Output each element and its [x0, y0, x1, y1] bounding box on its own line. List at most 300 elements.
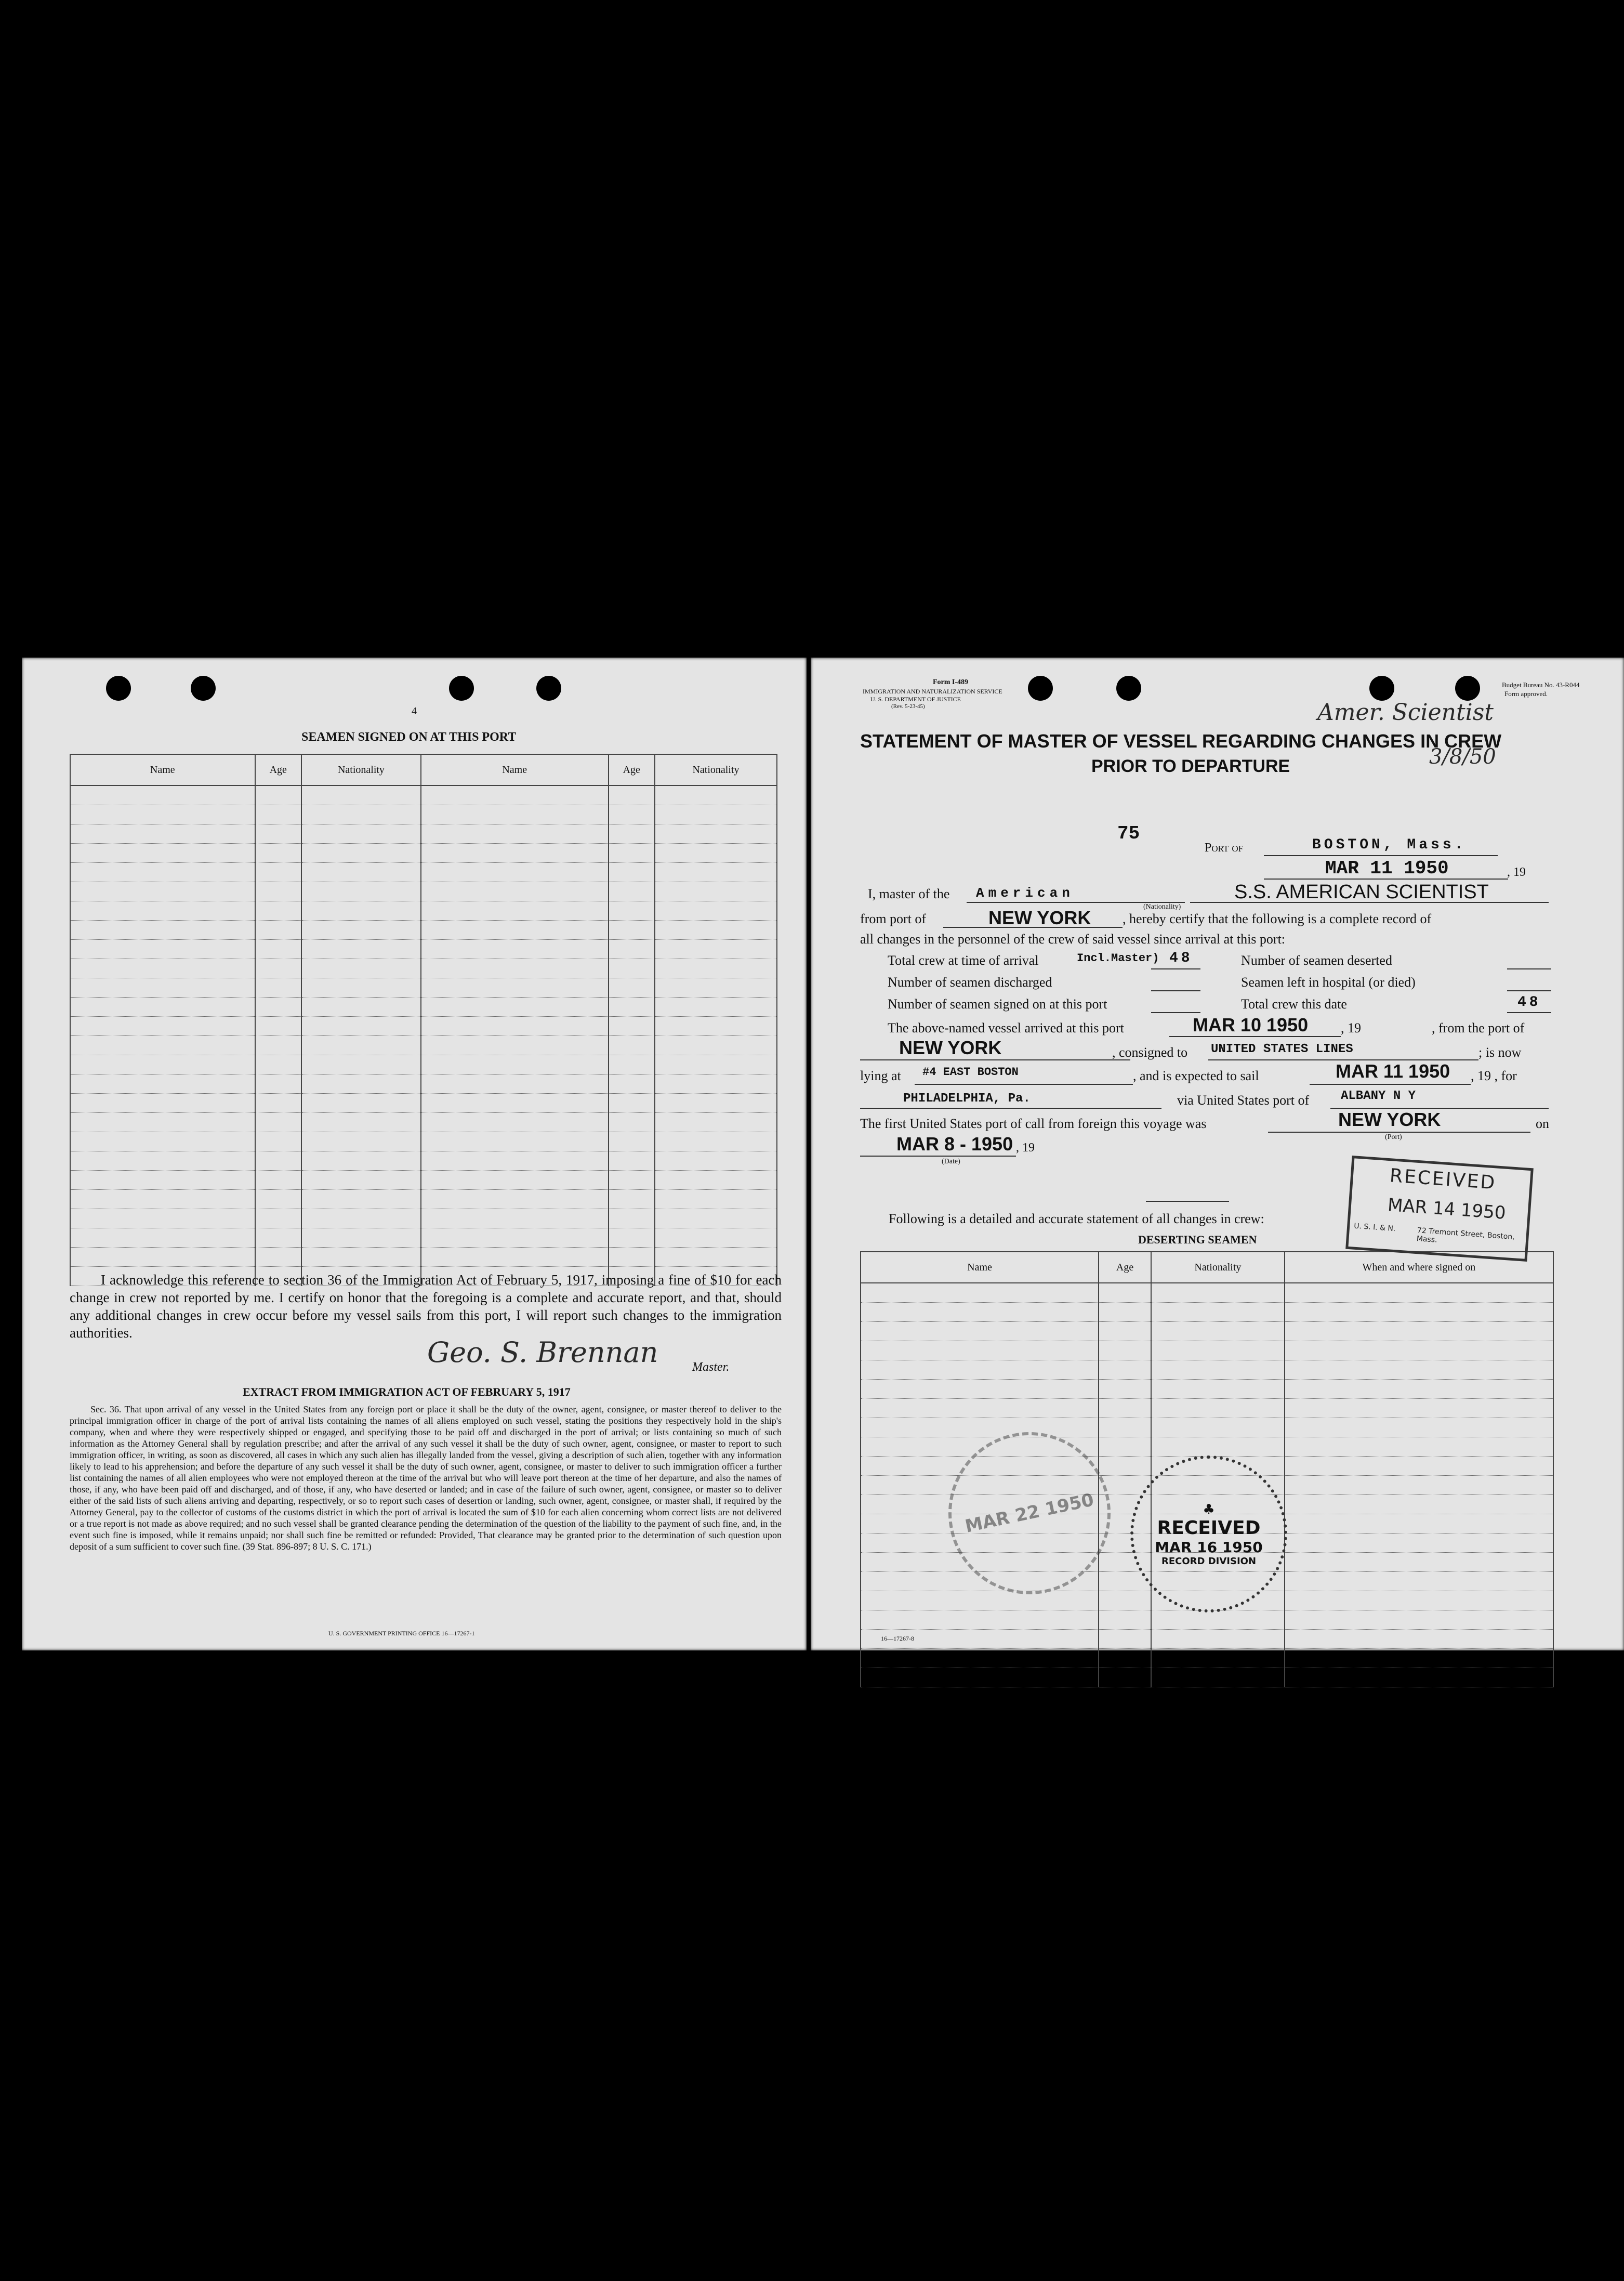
table-cell — [861, 1360, 1099, 1380]
table-cell — [421, 1228, 609, 1248]
col-age: Age — [609, 754, 655, 785]
signed-on-table — [70, 754, 777, 1286]
table-cell — [70, 785, 255, 805]
table-cell — [861, 1399, 1099, 1418]
received-stamp-address: 72 Tremont Street, Boston, Mass. — [1416, 1226, 1515, 1244]
table-cell — [255, 1036, 301, 1055]
table-cell — [1285, 1591, 1553, 1610]
date-suffix: , 19 — [1507, 866, 1526, 879]
table-cell — [301, 1151, 421, 1171]
on-label: on — [1536, 1116, 1549, 1131]
table-cell — [255, 1248, 301, 1267]
table-cell — [655, 978, 777, 998]
table-cell — [609, 1074, 655, 1094]
table-cell — [70, 1017, 255, 1036]
master-signature: Geo. S. Brennan — [427, 1336, 658, 1369]
table-row — [861, 1630, 1553, 1649]
table-cell — [255, 959, 301, 978]
table-cell — [1285, 1533, 1553, 1553]
table-cell — [70, 1094, 255, 1113]
table-cell — [70, 978, 255, 998]
table-cell — [1285, 1495, 1553, 1514]
table-cell — [255, 844, 301, 863]
table-row — [861, 1341, 1553, 1360]
nationality-value: American — [976, 885, 1074, 901]
punch-hole — [1028, 676, 1053, 701]
table-row — [70, 901, 777, 921]
table-cell — [301, 882, 421, 901]
table-cell — [70, 1248, 255, 1267]
table-cell — [1151, 1610, 1285, 1630]
punch-hole — [1455, 676, 1480, 701]
table-cell — [70, 1113, 255, 1132]
table-cell — [609, 1132, 655, 1151]
table-cell — [609, 785, 655, 805]
table-cell — [1285, 1630, 1553, 1649]
table-cell — [1099, 1418, 1151, 1437]
first-port-text: The first United States port of call from foreign this voyage was — [860, 1116, 1207, 1131]
is-now: ; is now — [1478, 1045, 1522, 1060]
table-cell — [421, 824, 609, 844]
total-arrival-value: 48 — [1169, 950, 1193, 966]
table-cell — [301, 824, 421, 844]
received-circle-division: RECORD DIVISION — [1161, 1555, 1257, 1567]
table-cell — [421, 940, 609, 959]
table-cell — [301, 921, 421, 940]
table-cell — [421, 1113, 609, 1132]
from-port-value: NEW YORK — [988, 907, 1091, 928]
table-cell — [70, 1209, 255, 1228]
table-cell — [655, 921, 777, 940]
table-cell — [255, 1113, 301, 1132]
table-cell — [421, 901, 609, 921]
table-cell — [655, 1094, 777, 1113]
table-cell — [1099, 1610, 1151, 1630]
table-cell — [655, 959, 777, 978]
date-value: MAR 11 1950 — [1325, 858, 1449, 879]
agency-2: U. S. DEPARTMENT OF JUSTICE — [870, 696, 961, 703]
table-cell — [421, 998, 609, 1017]
table-cell — [1099, 1457, 1151, 1476]
table-cell — [609, 978, 655, 998]
table-cell — [301, 1190, 421, 1209]
signed-on-title: SEAMEN SIGNED ON AT THIS PORT — [301, 730, 517, 744]
extract-title: EXTRACT FROM IMMIGRATION ACT OF FEBRUARY 5, 1917 — [243, 1385, 571, 1398]
arrived-date: MAR 10 1950 — [1193, 1014, 1309, 1035]
form-id: Form I-489 — [933, 678, 969, 686]
table-row — [70, 844, 777, 863]
table-cell — [421, 1151, 609, 1171]
table-cell — [421, 882, 609, 901]
table-cell — [655, 1132, 777, 1151]
table-row — [861, 1649, 1553, 1668]
table-cell — [70, 1228, 255, 1248]
table-cell — [1285, 1283, 1553, 1303]
table-cell — [421, 978, 609, 998]
received-stamp — [1345, 1156, 1534, 1262]
signed-on-rows — [70, 785, 777, 1286]
arrived-from: NEW YORK — [899, 1037, 1002, 1058]
table-cell — [861, 1610, 1099, 1630]
table-cell — [655, 1113, 777, 1132]
table-cell — [655, 844, 777, 863]
lying-label: lying at — [860, 1068, 901, 1083]
table-row — [70, 805, 777, 824]
table-cell — [70, 1036, 255, 1055]
table-cell — [655, 824, 777, 844]
table-cell — [301, 805, 421, 824]
master-of-label: I, master of the — [868, 886, 950, 901]
table-cell — [655, 1228, 777, 1248]
table-cell — [421, 805, 609, 824]
table-cell — [301, 978, 421, 998]
table-cell — [655, 863, 777, 882]
col-age: Age — [255, 754, 301, 785]
table-cell — [861, 1341, 1099, 1360]
table-cell — [1285, 1360, 1553, 1380]
table-cell — [655, 998, 777, 1017]
table-cell — [655, 1017, 777, 1036]
table-cell — [861, 1668, 1099, 1687]
table-cell — [70, 844, 255, 863]
form-subtitle: PRIOR TO DEPARTURE — [1091, 756, 1290, 776]
table-cell — [655, 1248, 777, 1267]
table-row — [70, 1132, 777, 1151]
table-cell — [1099, 1341, 1151, 1360]
table-cell — [255, 940, 301, 959]
date-small: (Date) — [942, 1158, 960, 1165]
total-arrival-note: Incl.Master) — [1077, 952, 1159, 965]
table-row — [70, 785, 777, 805]
table-cell — [70, 940, 255, 959]
table-row — [70, 1248, 777, 1267]
discharged-label: Number of seamen discharged — [888, 975, 1052, 990]
table-cell — [609, 1036, 655, 1055]
table-cell — [421, 1132, 609, 1151]
first-port-value: NEW YORK — [1338, 1109, 1441, 1130]
table-cell — [70, 1132, 255, 1151]
total-arrival-label: Total crew at time of arrival — [888, 953, 1039, 968]
table-row — [861, 1303, 1553, 1322]
via-value: ALBANY N Y — [1341, 1089, 1416, 1103]
table-cell — [609, 1190, 655, 1209]
table-cell — [421, 1036, 609, 1055]
table-cell — [655, 1055, 777, 1074]
table-cell — [301, 1228, 421, 1248]
table-row — [70, 959, 777, 978]
sail-date: MAR 11 1950 — [1336, 1060, 1450, 1082]
table-cell — [609, 805, 655, 824]
received-stamp-label: RECEIVED — [1389, 1165, 1497, 1194]
received-circle-stamp — [1130, 1456, 1287, 1613]
table-row — [861, 1437, 1553, 1457]
table-cell — [1151, 1418, 1285, 1437]
table-cell — [421, 959, 609, 978]
table-cell — [301, 785, 421, 805]
punch-hole — [191, 676, 216, 701]
table-cell — [1099, 1399, 1151, 1418]
table-cell — [421, 921, 609, 940]
table-cell — [1099, 1630, 1151, 1649]
table-cell — [1151, 1649, 1285, 1668]
table-cell — [1151, 1630, 1285, 1649]
table-row — [70, 1036, 777, 1055]
table-cell — [655, 882, 777, 901]
table-cell — [655, 1171, 777, 1190]
table-row — [861, 1418, 1553, 1437]
table-cell — [421, 1094, 609, 1113]
table-cell — [70, 863, 255, 882]
table-cell — [609, 921, 655, 940]
table-cell — [70, 959, 255, 978]
table-cell — [421, 863, 609, 882]
sail-text: , and is expected to sail — [1133, 1068, 1259, 1083]
col-name: Name — [861, 1252, 1099, 1283]
table-row — [861, 1322, 1553, 1341]
table-cell — [609, 1094, 655, 1113]
nationality-label: (Nationality) — [1143, 903, 1181, 911]
table-cell — [255, 1132, 301, 1151]
punch-hole — [106, 676, 131, 701]
table-cell — [1285, 1476, 1553, 1495]
table-cell — [1099, 1591, 1151, 1610]
port-value: BOSTON, Mass. — [1312, 837, 1467, 853]
table-cell — [70, 1074, 255, 1094]
received-circle-date: MAR 16 1950 — [1155, 1538, 1263, 1556]
table-cell — [255, 1171, 301, 1190]
table-cell — [1285, 1380, 1553, 1399]
table-cell — [655, 1151, 777, 1171]
table-cell — [255, 1228, 301, 1248]
col-nationality: Nationality — [1151, 1252, 1285, 1283]
table-cell — [609, 1151, 655, 1171]
table-cell — [255, 998, 301, 1017]
table-cell — [1099, 1668, 1151, 1687]
table-cell — [255, 1209, 301, 1228]
table-cell — [1151, 1360, 1285, 1380]
table-cell — [301, 1132, 421, 1151]
table-cell — [301, 1017, 421, 1036]
table-cell — [70, 824, 255, 844]
table-cell — [421, 1171, 609, 1190]
table-cell — [255, 805, 301, 824]
table-cell — [255, 785, 301, 805]
punch-hole — [536, 676, 561, 701]
table-cell — [70, 805, 255, 824]
table-cell — [301, 1036, 421, 1055]
tree-icon: ♣ — [1203, 1501, 1215, 1517]
table-row — [861, 1283, 1553, 1303]
table-cell — [301, 940, 421, 959]
table-row — [70, 978, 777, 998]
table-cell — [655, 805, 777, 824]
table-row — [70, 1171, 777, 1190]
table-cell — [301, 1113, 421, 1132]
table-cell — [1285, 1514, 1553, 1533]
table-row — [70, 940, 777, 959]
table-cell — [1151, 1322, 1285, 1341]
budget-bureau: Budget Bureau No. 43-R044 — [1502, 681, 1580, 689]
table-cell — [255, 901, 301, 921]
table-cell — [1099, 1303, 1151, 1322]
table-cell — [70, 921, 255, 940]
table-cell — [655, 1036, 777, 1055]
table-cell — [421, 1017, 609, 1036]
table-cell — [255, 921, 301, 940]
lying-value: #4 EAST BOSTON — [922, 1066, 1019, 1079]
table-cell — [609, 1248, 655, 1267]
deserting-title: DESERTING SEAMEN — [1138, 1233, 1257, 1246]
table-row — [70, 882, 777, 901]
table-cell — [609, 901, 655, 921]
table-cell — [609, 1113, 655, 1132]
table-cell — [1285, 1418, 1553, 1437]
consignee: UNITED STATES LINES — [1211, 1042, 1353, 1056]
table-cell — [421, 785, 609, 805]
hospital-label: Seamen left in hospital (or died) — [1241, 975, 1416, 990]
table-cell — [255, 1017, 301, 1036]
signed-on-label: Number of seamen signed on at this port — [888, 997, 1107, 1012]
table-cell — [655, 940, 777, 959]
table-cell — [1151, 1668, 1285, 1687]
table-cell — [1151, 1437, 1285, 1457]
table-cell — [421, 1248, 609, 1267]
table-cell — [70, 1171, 255, 1190]
table-cell — [421, 844, 609, 863]
handwritten-note: Amer. Scientist — [1317, 699, 1494, 726]
consigned-label: , consigned to — [1112, 1045, 1188, 1060]
following-text: Following is a detailed and accurate statement of all changes in crew: — [889, 1211, 1264, 1226]
table-cell — [301, 1055, 421, 1074]
col-name: Name — [70, 754, 255, 785]
printer-line: U. S. GOVERNMENT PRINTING OFFICE 16—17267-1 — [328, 1630, 475, 1637]
table-cell — [255, 882, 301, 901]
certify-text: , hereby certify that the following is a complete record of — [1123, 911, 1432, 926]
table-cell — [255, 824, 301, 844]
table-cell — [609, 1017, 655, 1036]
table-cell — [1151, 1303, 1285, 1322]
table-cell — [255, 978, 301, 998]
table-cell — [255, 1190, 301, 1209]
table-cell — [1099, 1360, 1151, 1380]
table-cell — [861, 1380, 1099, 1399]
handwritten-date: 3/8/50 — [1429, 745, 1496, 769]
table-cell — [1285, 1322, 1553, 1341]
table-cell — [655, 901, 777, 921]
from-port-label: from port of — [860, 911, 927, 926]
table-cell — [1285, 1553, 1553, 1572]
table-row — [861, 1668, 1553, 1687]
total-today-value: 48 — [1517, 994, 1541, 1011]
table-cell — [1099, 1283, 1151, 1303]
first-port-date: MAR 8 - 1950 — [896, 1133, 1013, 1155]
table-cell — [609, 1209, 655, 1228]
punch-hole — [449, 676, 474, 701]
agency-1: IMMIGRATION AND NATURALIZATION SERVICE — [863, 688, 1002, 695]
table-cell — [301, 1248, 421, 1267]
col-signed-on: When and where signed on — [1285, 1252, 1553, 1283]
table-cell — [609, 844, 655, 863]
table-cell — [1285, 1649, 1553, 1668]
master-label: Master. — [692, 1360, 730, 1374]
destination: PHILADELPHIA, Pa. — [903, 1092, 1031, 1106]
table-cell — [655, 785, 777, 805]
table-row — [70, 1074, 777, 1094]
table-cell — [70, 1055, 255, 1074]
form-approved: Form approved. — [1504, 690, 1548, 698]
table-row — [861, 1399, 1553, 1418]
table-row — [70, 1190, 777, 1209]
table-cell — [70, 1151, 255, 1171]
table-cell — [1285, 1668, 1553, 1687]
table-cell — [301, 901, 421, 921]
table-row — [70, 1228, 777, 1248]
deserted-label: Number of seamen deserted — [1241, 953, 1392, 968]
table-cell — [255, 1151, 301, 1171]
table-row — [70, 1151, 777, 1171]
table-cell — [301, 1209, 421, 1228]
table-row — [70, 863, 777, 882]
from-port-of: , from the port of — [1432, 1020, 1525, 1035]
form-number: 75 — [1117, 823, 1140, 844]
table-cell — [1099, 1380, 1151, 1399]
table-cell — [609, 998, 655, 1017]
changes-text: all changes in the personnel of the crew of said vessel since arrival at this port: — [860, 932, 1286, 947]
table-cell — [70, 1190, 255, 1209]
table-cell — [421, 1074, 609, 1094]
table-cell — [301, 1171, 421, 1190]
col-name: Name — [421, 754, 609, 785]
extract-text: Sec. 36. That upon arrival of any vessel in the United States from any foreign port or place it shall be the duty of the owner, agent, consignee, or master thereof to deliver to the principal immigration officer in charge of the port of arrival lists containing the names of all aliens employed on such vessel, stating the positions they respectively hold in the ship's company, when and where they were respectively shipped or engaged, and specifying those to be paid off and discharged in the port of arrival; or lists containing so much of such information as the Attorney General shall by regulation prescribe; and after the arrival of any such vessel it shall be the duty of such owner, agent, consignee, or master to report to such immigration officer, in writing, as soon as discovered, all cases in which any such alien has illegally landed from the vessel, giving a description of such alien, together with any information likely to lead to his apprehension; and before the departure of any such vessel it shall be the duty of such owner, agent, consignee, or master to deliver to such immigration officer a further list containing the names of all alien employees who were not employed thereon at the time of the arrival but who will leave port thereon at the time of her departure, and also the names of those, if any, who have been paid off and discharged, and of those, if any, who have deserted or landed; and in case of the failure of such owner, agent, consignee, or master so to deliver either of the said lists of such aliens arriving and departing, respectively, or so to report such cases of desertion or landing, such owner, agent, consignee, or master shall, if required by the Attorney General, pay to the collector of customs of the customs district in which the port of arrival is located the sum of $10 for each alien concerning whom correct lists are not delivered or a true report is not made as above required; and no such vessel shall be granted clearance pending the determination of the question of the liability to the payment of such fine, and, in the event such fine is imposed, while it remains unpaid; nor shall such fine be remitted or refunded: Provided, That clearance may be granted prior to the determination of such question upon deposit of a sum sufficient to cover such fine. (39 Stat. 896-897; 8 U. S. C. 171.) — [70, 1404, 782, 1552]
table-cell — [1099, 1437, 1151, 1457]
table-cell — [70, 882, 255, 901]
table-cell — [655, 1074, 777, 1094]
punch-hole — [1369, 676, 1394, 701]
table-row — [70, 1209, 777, 1228]
table-cell — [1099, 1649, 1151, 1668]
table-cell — [609, 824, 655, 844]
table-row — [70, 998, 777, 1017]
acknowledgment-text: I acknowledge this reference to section 36 of the Immigration Act of February 5, 1917, imposing a fine of $10 for each change in crew not reported by me. I certify on honor that the foregoing is a complete and accurate report, and that, should any additional changes in crew occur before my vessel sails from this port, I will report such changes to the immigration authorities. — [70, 1272, 782, 1341]
table-row — [70, 1113, 777, 1132]
table-cell — [301, 1074, 421, 1094]
table-cell — [609, 863, 655, 882]
table-cell — [1285, 1303, 1553, 1322]
table-row — [70, 1055, 777, 1074]
table-cell — [655, 1209, 777, 1228]
col-nationality: Nationality — [301, 754, 421, 785]
table-cell — [609, 1228, 655, 1248]
table-cell — [609, 940, 655, 959]
col-nationality: Nationality — [655, 754, 777, 785]
table-row — [861, 1380, 1553, 1399]
page-number: 4 — [412, 705, 417, 717]
table-cell — [861, 1303, 1099, 1322]
table-cell — [1151, 1380, 1285, 1399]
table-cell — [861, 1322, 1099, 1341]
table-cell — [1285, 1457, 1553, 1476]
rev-date: (Rev. 5-23-45) — [891, 703, 925, 710]
arrived-text: The above-named vessel arrived at this port — [888, 1020, 1124, 1035]
table-cell — [609, 1171, 655, 1190]
table-row — [70, 1094, 777, 1113]
table-row — [861, 1360, 1553, 1380]
first-port-19: , 19 — [1016, 1141, 1035, 1155]
table-row — [70, 824, 777, 844]
col-age: Age — [1099, 1252, 1151, 1283]
table-cell — [70, 901, 255, 921]
left-page — [22, 658, 807, 1650]
